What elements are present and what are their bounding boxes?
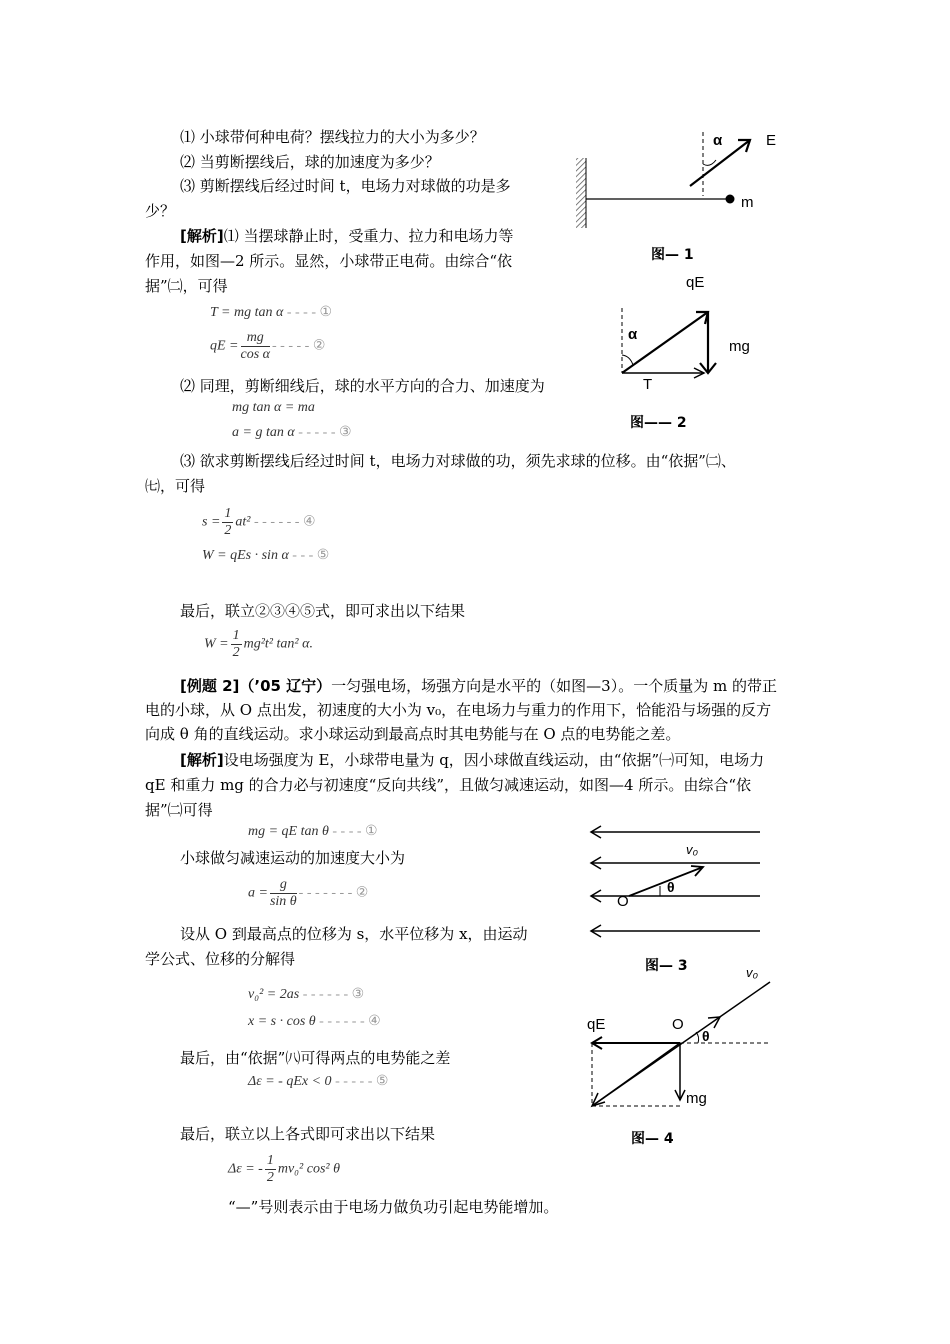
- equation-s2-5: Δε = - qEx < 0 - - - - - ⑤: [248, 1074, 389, 1089]
- fig4-mg-label: mg: [686, 1090, 707, 1107]
- fig1-caption: 图— 1: [651, 247, 694, 263]
- solution1-line4: ⑵ 同理，剪断细线后，球的水平方向的合力、加速度为: [180, 377, 545, 395]
- fig2-T-label: T: [643, 376, 653, 393]
- angle-arc: [622, 355, 633, 365]
- equation-s2-6: Δε = - $\frac{1}{2}$ mv₀² cos² θ: [228, 1153, 340, 1185]
- solution2-line3: 据”㈡可得: [145, 801, 213, 819]
- solution2-line1: [解析]设电场强度为 E，小球带电量为 q，因小球做直线运动，由“依据”㈠可知，电场力: [180, 751, 765, 769]
- solution1-line2: 作用，如图—2 所示。显然，小球带正电荷。由综合“依: [145, 252, 512, 270]
- equation-7: W = $\frac{1}{2}$ mg²t² tan² α.: [204, 628, 313, 660]
- example-tag: [例题 2]: [180, 677, 240, 695]
- solution2-line6: 学公式、位移的分解得: [145, 950, 296, 968]
- fig4-v0-label: v₀: [746, 965, 758, 980]
- fig3-theta-label: θ: [667, 879, 675, 895]
- solution1-line5: ⑶ 欲求剪断摆线后经过时间 t，电场力对球做的功，须先求球的位移。由“依据”㈡、: [180, 452, 736, 470]
- question-1: ⑴ 小球带何种电荷？摆线拉力的大小为多少？: [180, 128, 485, 146]
- fig3-v0-label: v₀: [686, 842, 698, 857]
- fig2-qE-label: qE: [686, 274, 705, 291]
- example-source: （’05 辽宁）: [239, 677, 332, 695]
- figure-3: [585, 818, 770, 943]
- fig4-O-label: O: [672, 1016, 684, 1033]
- question-3-line1: ⑶ 剪断摆线后经过时间 t，电场力对球做的功是多: [180, 177, 511, 195]
- solution1-line3: 据”㈡，可得: [145, 277, 228, 295]
- question-3-line2: 少？: [145, 202, 176, 220]
- solution2-line8: 最后，联立以上各式即可求出以下结果: [180, 1125, 436, 1143]
- example2-line2: 电的小球，从 O 点出发，初速度的大小为 v₀，在电场力与重力的作用下，恰能沿与场强的反方: [145, 701, 772, 719]
- solution2-line7: 最后，由“依据”㈧可得两点的电势能之差: [180, 1049, 451, 1067]
- solution1-line1: [180, 226, 514, 246]
- equation-4: a = g tan α - - - - - ③: [232, 425, 352, 440]
- solution2-line4: 小球做匀减速运动的加速度大小为: [180, 849, 406, 867]
- solution1-line7: 最后，联立②③④⑤式，即可求出以下结果: [180, 602, 466, 620]
- fig2-alpha-label: α: [628, 326, 638, 343]
- figure-2: [612, 300, 732, 390]
- angle-arc: [703, 160, 716, 165]
- equation-2: qE = $\frac{mg}{\text{cos α}}$ - - - - - ②: [210, 330, 326, 362]
- solution1-text1: ⑴ 当摆球静止时，受重力、拉力和电场力等: [223, 227, 514, 245]
- example2-line3: 向成 θ 角的直线运动。求小球运动到最高点时其电势能与在 O 点的电势能之差。: [145, 725, 681, 743]
- resultant-arrow: [592, 1043, 680, 1106]
- solution2-line2: qE 和重力 mg 的合力必与初速度“反向共线”，且做匀减速运动，如图—4 所示。由综合“依: [145, 776, 752, 794]
- example2-line1: [例题 2]（’05 辽宁）一匀强电场，场强方向是水平的（如图—3）。一个质量为 m 的带正: [180, 677, 777, 695]
- fig1-alpha-label: α: [713, 132, 723, 149]
- solution-tag: [解析]: [180, 227, 224, 245]
- fig4-caption: 图— 4: [631, 1131, 674, 1147]
- equation-1: T = mg tan α - - - - ①: [210, 305, 333, 320]
- ball: [726, 195, 735, 204]
- solution2-line5: 设从 O 到最高点的位移为 s，水平位移为 x，由运动: [180, 925, 528, 943]
- fig4-qE-label: qE: [587, 1016, 606, 1033]
- equation-5: s = $\frac{1}{2}$ at² - - - - - - ④: [202, 506, 316, 538]
- fig2-caption: 图—— 2: [630, 415, 687, 431]
- equation-s2-2: a = $\frac{g}{\text{sin θ}}$ - - - - - - - ②: [248, 877, 369, 909]
- equation-6: W = qEs · sin α - - - ⑤: [202, 548, 330, 563]
- wall: [576, 158, 586, 228]
- fig4-theta-label: θ: [702, 1028, 710, 1044]
- solution2-line9: “—”号则表示由于电场力做负功引起电势能增加。: [228, 1198, 559, 1216]
- fig1-E-label: E: [766, 132, 777, 149]
- question-2: ⑵ 当剪断摆线后，球的加速度为多少？: [180, 153, 440, 171]
- equation-s2-4: x = s · cos θ - - - - - - ④: [248, 1014, 381, 1029]
- fig3-O-label: O: [617, 893, 629, 910]
- equation-3: mg tan α = ma: [232, 400, 315, 415]
- fig2-mg-label: mg: [729, 338, 750, 355]
- equation-s2-1: mg = qE tan θ - - - - ①: [248, 824, 378, 839]
- velocity-v0: [629, 867, 703, 896]
- solution-tag: [解析]: [180, 751, 224, 769]
- figure-4: [580, 980, 780, 1110]
- solution1-line6: ㈦，可得: [145, 477, 206, 495]
- equation-s2-3: v₀² = 2as - - - - - - ③: [248, 987, 365, 1002]
- fig3-caption: 图— 3: [645, 958, 688, 974]
- figure-1: [570, 120, 790, 230]
- fig1-m-label: m: [741, 194, 754, 211]
